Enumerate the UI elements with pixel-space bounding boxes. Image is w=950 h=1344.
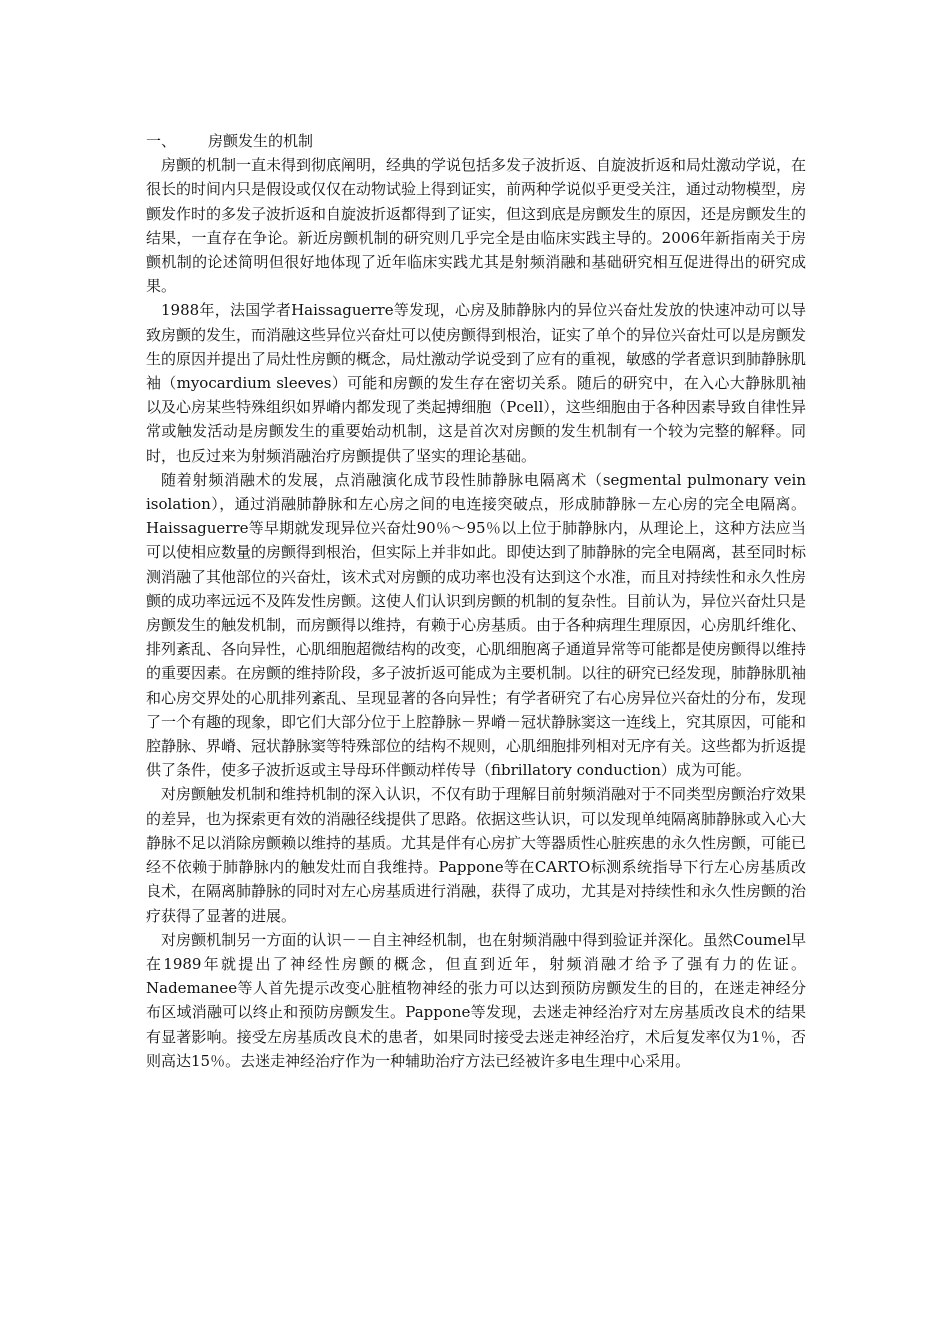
paragraph-5: 对房颤机制另一方面的认识－－自主神经机制，也在射频消融中得到验证并深化。虽然Coumel早在1989年就提出了神经性房颤的概念，但直到近年，射频消融才给予了强有力的佐证。Nademanee等人首先提示改变心脏植物神经的张力可以达到预防房颤发生的目的，在迷走神经分布区域消融可以终止和预防房颤发生。Pappone等发现，去迷走神经治疗对左房基质改良术的结果有显著影响。接受左房基质改良术的患者，如果同时接受去迷走神经治疗，术后复发率仅为1％，否则高达15％。去迷走神经治疗作为一种辅助治疗方法已经被许多电生理中心采用。 [146, 930, 806, 1070]
paragraph-1: 房颤的机制一直未得到彻底阐明，经典的学说包括多发子波折返、自旋波折返和局灶激动学说，在很长的时间内只是假设或仅仅在动物试验上得到证实，前两种学说似乎更受关注，通过动物模型，房颤发作时的多发子波折返和自旋波折返都得到了证实，但这到底是房颤发生的原因，还是房颤发生的结果，一直存在争论。新近房颤机制的研究则几乎完全是由临床实践主导的。2006年新指南关于房颤机制的论述简明但很好地体现了近年临床实践尤其是射频消融和基础研究相互促进得出的研究成果。 [146, 156, 807, 296]
section-title: 房颤发生的机制 [208, 132, 314, 150]
paragraph-4: 对房颤触发机制和维持机制的深入认识，不仅有助于理解目前射频消融对于不同类型房颤治疗效果的差异，也为探索更有效的消融径线提供了思路。依据这些认识，可以发现单纯隔离肺静脉或入心大静脉不足以消除房颤赖以维持的基质。尤其是伴有心房扩大等器质性心脏疾患的永久性房颤，可能已经不依赖于肺静脉内的触发灶而自我维持。Pappone等在CARTO标测系统指导下行左心房基质改良术，在隔离肺静脉的同时对左心房基质进行消融，获得了成功，尤其是对持续性和永久性房颤的治疗获得了显著的进展。 [146, 785, 807, 925]
section-heading [146, 129, 806, 153]
section-number: 一、 [146, 132, 177, 150]
paragraph-3: 随着射频消融术的发展，点消融演化成节段性肺静脉电隔离术（segmental pulmonary vein isolation），通过消融肺静脉和左心房之间的电连接突破点，形成肺静脉－左心房的完全电隔离。Haissaguerre等早期就发现异位兴奋灶90％～95％以上位于肺静脉内，从理论上，这种方法应当可以使相应数量的房颤得到根治，但实际上并非如此。即使达到了肺静脉的完全电隔离，甚至同时标测消融了其他部位的兴奋灶，该术式对房颤的成功率也没有达到这个水准，而且对持续性和永久性房颤的成功率远远不及阵发性房颤。这使人们认识到房颤的机制的复杂性。目前认为，异位兴奋灶只是房颤发生的触发机制，而房颤得以维持，有赖于心房基质。由于各种病理生理原因，心房肌纤维化、排列紊乱、各向异性，心肌细胞超微结构的改变，心肌细胞离子通道异常等可能都是使房颤得以维持的重要因素。在房颤的维持阶段，多子波折返可能成为主要机制。以往的研究已经发现，肺静脉肌袖和心房交界处的心肌排列紊乱、呈现显著的各向异性；有学者研究了右心房异位兴奋灶的分布，发现了一个有趣的现象，即它们大部分位于上腔静脉－界嵴－冠状静脉窦这一连线上，究其原因，可能和腔静脉、界嵴、冠状静脉窦等特殊部位的结构不规则，心肌细胞排列相对无序有关。这些都为折返提供了条件，使多子波折返或主导母环伴颤动样传导（fibrillatory conduction）成为可能。 [146, 470, 807, 780]
paragraph-2: 1988年，法国学者Haissaguerre等发现，心房及肺静脉内的异位兴奋灶发放的快速冲动可以导致房颤的发生，而消融这些异位兴奋灶可以使房颤得到根治，证实了单个的异位兴奋灶可以是房颤发生的原因并提出了局灶性房颤的概念，局灶激动学说受到了应有的重视，敏感的学者意识到肺静脉肌袖（myocardium sleeves）可能和房颤的发生存在密切关系。随后的研究中，在入心大静脉肌袖以及心房某些特殊组织如界嵴内都发现了类起搏细胞（Pcell），这些细胞由于各种因素导致自律性异常或触发活动是房颤发生的重要始动机制，这是首次对房颤的发生机制有一个较为完整的解释。同时，也反过来为射频消融治疗房颤提供了坚实的理论基础。 [146, 301, 807, 465]
document-body [146, 129, 806, 1073]
